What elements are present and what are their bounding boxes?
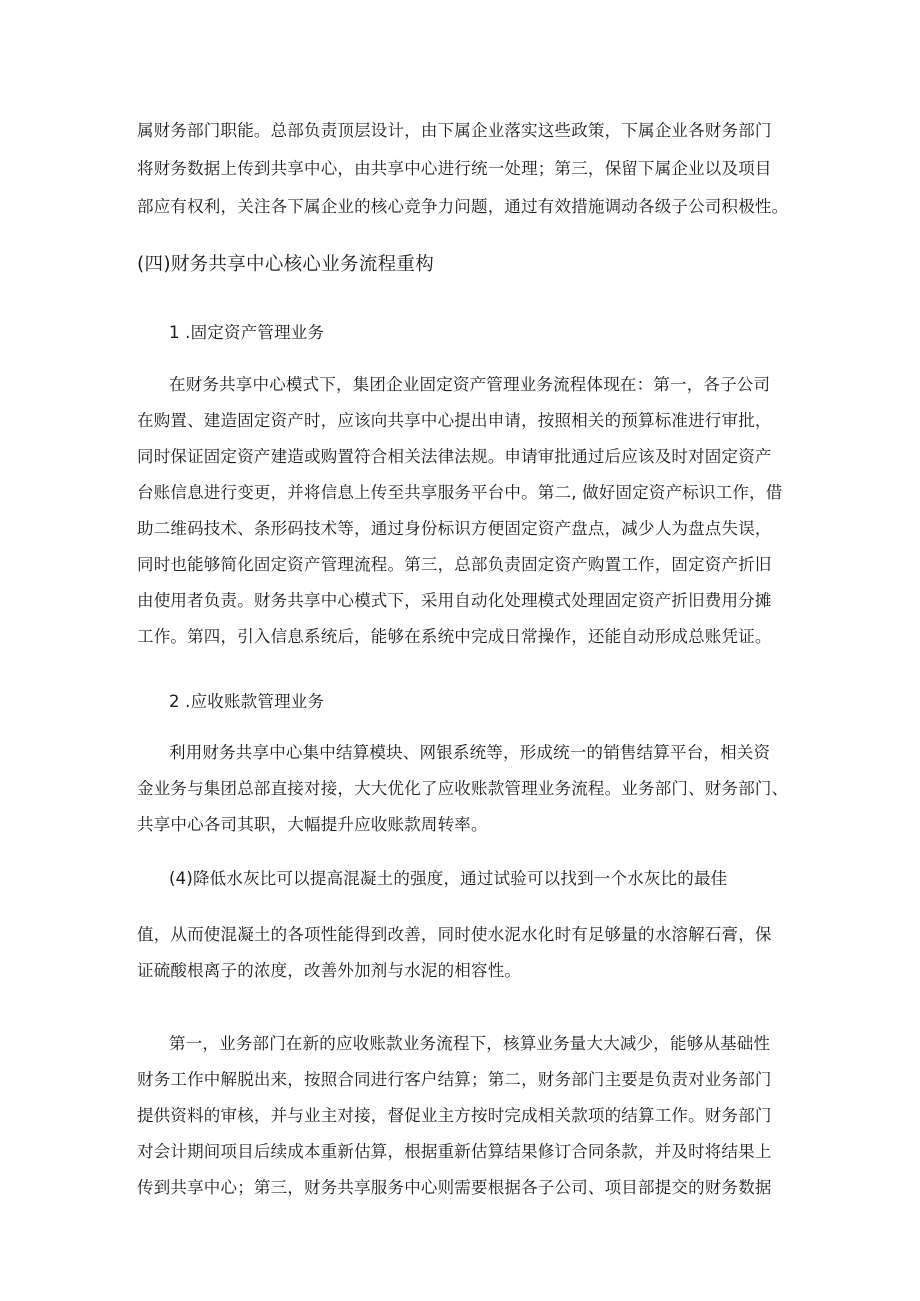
- subsection-2-title: 2 .应收账款管理业务: [169, 692, 325, 711]
- item-4-line-3: 证硫酸根离子的浓度，改善外加剂与水泥的相容性。: [137, 961, 522, 980]
- subsection-1-line-7: 由使用者负责。财务共享中心模式下，采用自动化处理模式处理固定资产折旧费用分摊: [137, 591, 772, 610]
- subsection-1-line-1: 在财务共享中心模式下，集团企业固定资产管理业务流程体现在：第一，各子公司: [169, 375, 771, 394]
- subsection-1-line-4: 台账信息进行变更，并将信息上传至共享服务平台中。第二, 做好固定资产标识工作，借: [137, 483, 783, 502]
- subsection-1-line-2: 在购置、建造固定资产时，应该向共享中心提出申请，按照相关的预算标准进行审批，: [137, 411, 772, 430]
- intro-line-1: 属财务部门职能。总部负责顶层设计，由下属企业落实这些政策，下属企业各财务部门: [137, 121, 772, 140]
- intro-line-2: 将财务数据上传到共享中心，由共享中心进行统一处理；第三，保留下属企业以及项目: [137, 159, 772, 178]
- subsection-2-line-2: 金业务与集团总部直接对接，大大优化了应收账款管理业务流程。业务部门、财务部门、: [137, 779, 789, 798]
- final-line-2: 财务工作中解脱出来，按照合同进行客户结算；第二，财务部门主要是负责对业务部门: [137, 1070, 772, 1089]
- section-heading: (四)财务共享中心核心业务流程重构: [137, 254, 435, 275]
- subsection-2-line-1: 利用财务共享中心集中结算模块、网银系统等，形成统一的销售结算平台，相关资: [169, 743, 771, 762]
- subsection-1-title: 1 .固定资产管理业务: [169, 323, 325, 342]
- subsection-1-line-8: 工作。第四，引入信息系统后，能够在系统中完成日常操作，还能自动形成总账凭证。: [137, 627, 772, 646]
- subsection-2-line-3: 共享中心各司其职，大幅提升应收账款周转率。: [137, 815, 488, 834]
- item-4-first-line: (4)降低水灰比可以提高混凝土的强度，通过试验可以找到一个水灰比的最佳: [169, 869, 728, 888]
- final-line-5: 传到共享中心；第三，财务共享服务中心则需要根据各子公司、项目部提交的财务数据: [137, 1178, 772, 1197]
- subsection-1-line-5: 助二维码技术、条形码技术等，通过身份标识方便固定资产盘点，减少人为盘点失误，: [137, 519, 772, 538]
- intro-line-3: 部应有权利，关注各下属企业的核心竞争力问题，通过有效措施调动各级子公司积极性。: [137, 197, 789, 216]
- final-line-1: 第一，业务部门在新的应收账款业务流程下，核算业务量大大减少，能够从基础性: [169, 1034, 771, 1053]
- item-4-line-2: 值，从而使混凝土的各项性能得到改善，同时使水泥水化时有足够量的水溶解石膏，保: [137, 925, 772, 944]
- subsection-1-line-3: 同时保证固定资产建造或购置符合相关法律法规。申请审批通过后应该及时对固定资产: [137, 447, 772, 466]
- final-line-4: 对会计期间项目后续成本重新估算，根据重新估算结果修订合同条款，并及时将结果上: [137, 1142, 772, 1161]
- subsection-1-line-6: 同时也能够简化固定资产管理流程。第三，总部负责固定资产购置工作，固定资产折旧: [137, 555, 772, 574]
- final-line-3: 提供资料的审核，并与业主对接，督促业主方按时完成相关款项的结算工作。财务部门: [137, 1106, 772, 1125]
